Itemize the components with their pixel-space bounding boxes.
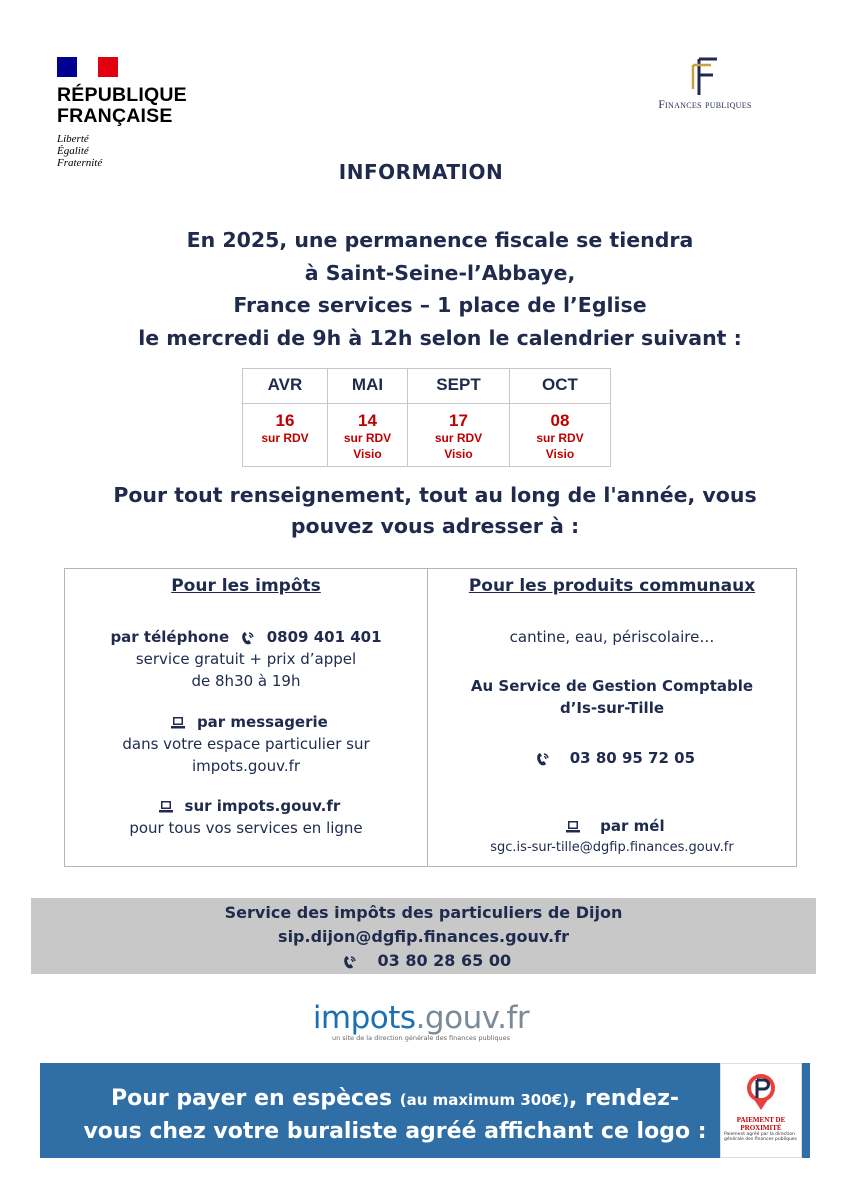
date-visio: Visio (444, 447, 473, 461)
sgc-name-line: d’Is-sur-Tille (559, 699, 665, 717)
sgc-name-line: Au Service de Gestion Comptable (470, 677, 754, 695)
sgc-name (428, 675, 796, 719)
sip-name: Service des impôts des particuliers de Dijon (224, 903, 623, 922)
date-visio: Visio (545, 447, 575, 461)
contact-boxes (64, 568, 797, 867)
impots-phone-number[interactable]: 0809 401 401 (266, 628, 382, 646)
month-mai: MAI (328, 369, 408, 404)
month-avr: AVR (243, 369, 328, 404)
intro-line: le mercredi de 9h à 12h selon le calendrier suivant : (138, 325, 742, 350)
sip-phone-row (31, 949, 816, 973)
sgc-phone-block (428, 747, 796, 769)
motto-fraternite: Fraternité (57, 157, 103, 169)
date-mode: sur RDV (343, 431, 392, 445)
web-block (65, 795, 427, 839)
sgc-phone-number[interactable]: 03 80 95 72 05 (569, 749, 696, 767)
web-note: pour tous vos services en ligne (129, 819, 363, 837)
date-cell (510, 404, 611, 467)
date-mode: sur RDV (536, 431, 584, 445)
calendar-day-row (243, 404, 611, 467)
paiement-proximite-note: Paiement agréé par la direction générale des finances publiques (724, 1132, 797, 1142)
date-day: 16 (275, 411, 295, 430)
date-day: 08 (550, 411, 570, 430)
calendar-header-row (243, 369, 611, 404)
contact-heading-line: pouvez vous adresser à : (290, 514, 580, 538)
intro-line: France services – 1 place de l’Eglise (233, 293, 647, 317)
date-visio: Visio (353, 447, 382, 461)
phone-icon (342, 954, 358, 970)
laptop-icon (170, 716, 186, 730)
intro-line: à Saint-Seine-l’Abbaye, (304, 260, 576, 285)
republique-francaise-logo (57, 57, 227, 169)
messagerie-label: par messagerie (196, 713, 328, 731)
date-cell (408, 404, 510, 467)
impots-box (65, 569, 428, 866)
paiement-proximite-logo (720, 1063, 802, 1158)
date-day: 17 (449, 411, 468, 430)
web-link[interactable]: sur impots.gouv.fr (184, 797, 341, 815)
sgc-email[interactable]: sgc.is-sur-tille@dgfip.finances.gouv.fr (490, 840, 734, 855)
rf-name-line2: FRANÇAISE (57, 105, 173, 127)
impots-gouv-brand (0, 1000, 842, 1036)
messagerie-note: dans votre espace particulier sur (122, 735, 370, 753)
page-title: INFORMATION (338, 160, 504, 184)
impots-box-title: Pour les impôts (171, 576, 321, 596)
phone-icon (535, 751, 551, 767)
sgc-mail-block (428, 815, 796, 859)
mail-label: par mél (600, 817, 665, 835)
brand-impots: impots (312, 1000, 416, 1036)
rf-name-line1: RÉPUBLIQUE (57, 84, 187, 106)
date-mode: sur RDV (434, 431, 483, 445)
contact-heading (40, 480, 830, 542)
messagerie-block (65, 711, 427, 777)
motto-liberte: Liberté (57, 133, 89, 145)
phone-block (65, 626, 427, 692)
fp-monogram-icon (685, 55, 725, 97)
paiement-proximite-title: PAIEMENT DE PROXIMITÉ (736, 1116, 786, 1132)
phone-icon (240, 630, 256, 646)
date-cell (243, 404, 328, 467)
month-sept: SEPT (408, 369, 510, 404)
sip-email[interactable]: sip.dijon@dgfip.finances.gouv.fr (278, 927, 569, 946)
paiement-proximite-icon (741, 1070, 781, 1110)
cash-payment-band (40, 1063, 810, 1158)
sip-phone[interactable]: 03 80 28 65 00 (377, 951, 512, 970)
cash-rest: , rendez- (568, 1086, 680, 1111)
finances-publiques-logo (620, 55, 790, 111)
sip-band (31, 898, 816, 974)
marianne-flag-icon (57, 57, 118, 77)
month-oct: OCT (510, 369, 611, 404)
messagerie-site[interactable]: impots.gouv.fr (191, 757, 301, 775)
fp-name: Finances publiques (658, 99, 752, 111)
laptop-icon (158, 800, 174, 814)
communaux-box-title: Pour les produits communaux (468, 576, 756, 596)
communaux-box (428, 569, 796, 866)
cash-payment-text (80, 1083, 710, 1148)
brand-tagline: un site de la direction générale des finances publiques (331, 1034, 510, 1042)
impots-gouv-logo (0, 1000, 842, 1042)
calendar-table (242, 368, 611, 467)
date-mode: sur RDV (261, 431, 309, 445)
phone-label: par téléphone (110, 628, 230, 646)
phone-hours: de 8h30 à 19h (191, 672, 301, 690)
motto-egalite: Égalité (57, 145, 89, 157)
products-text: cantine, eau, périscolaire… (509, 628, 715, 646)
laptop-icon (565, 820, 581, 834)
contact-heading-line: Pour tout renseignement, tout au long de l'année, vous (113, 483, 757, 507)
cash-bold: Pour payer en espèces (110, 1086, 393, 1111)
date-day: 14 (358, 411, 377, 430)
cash-max: (au maximum 300€) (399, 1091, 569, 1109)
rf-name (57, 85, 227, 127)
intro-line: En 2025, une permanence fiscale se tiendra (186, 228, 694, 252)
date-cell (328, 404, 408, 467)
cash-line2: vous chez votre buraliste agréé affichant ce logo : (83, 1119, 707, 1144)
phone-note: service gratuit + prix d’appel (135, 650, 357, 668)
intro-text (40, 224, 840, 354)
brand-gouv: .gouv.fr (415, 1000, 530, 1036)
